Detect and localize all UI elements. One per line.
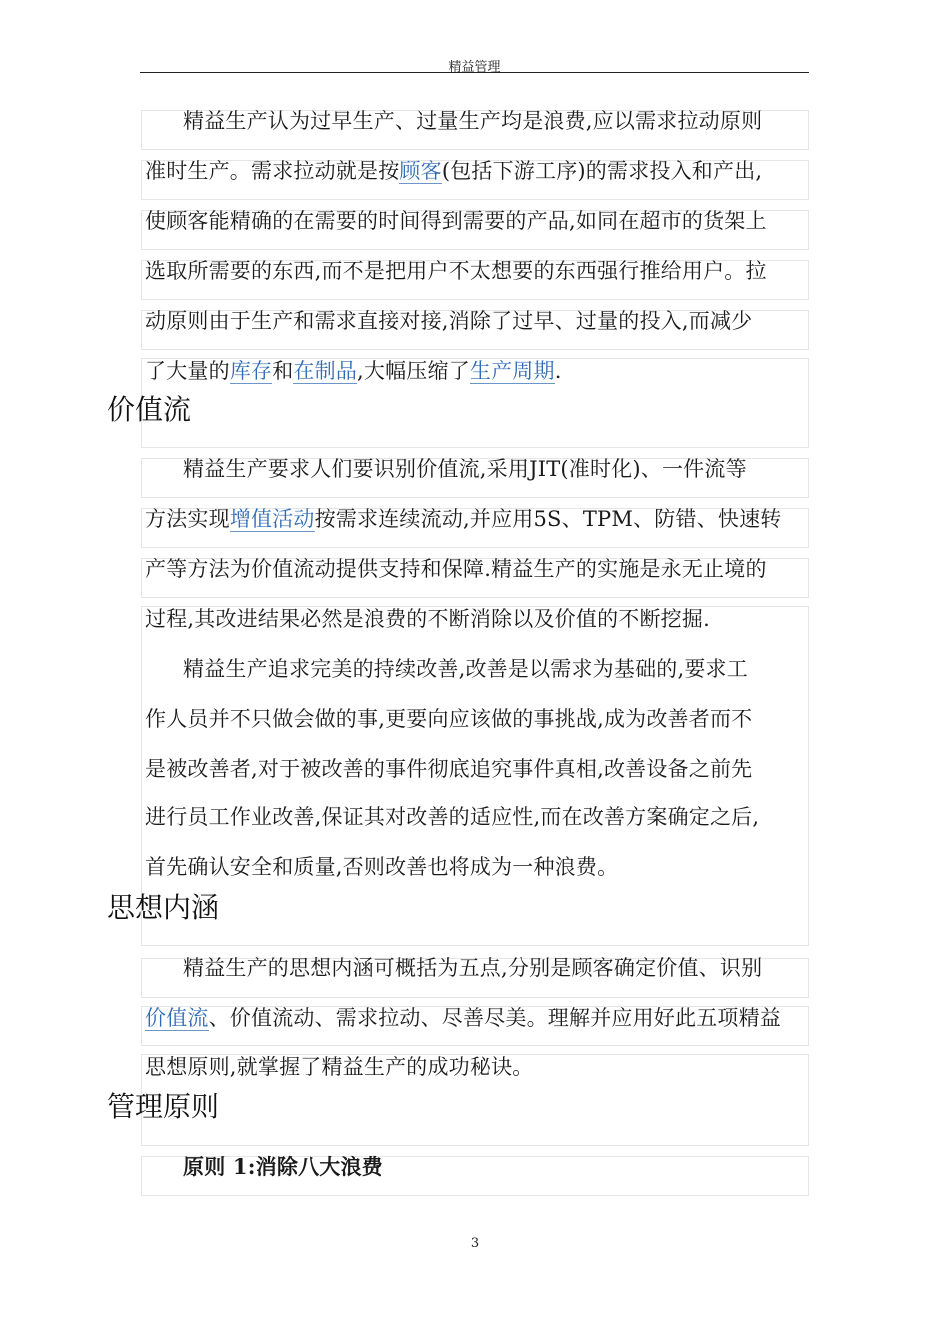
para1-line4: 选取所需要的东西,而不是把用户不太想要的东西强行推给用户。拉 (145, 259, 767, 283)
para1-line3: 使顾客能精确的在需要的时间得到需要的产品,如同在超市的货架上 (145, 209, 767, 233)
section-heading-principles: 管理原则 (107, 1090, 220, 1123)
para1-line6 (145, 358, 562, 384)
para2-line3: 产等方法为价值流动提供支持和保障.精益生产的实施是永无止境的 (145, 557, 767, 581)
para2-text: 方法实现 (145, 507, 230, 531)
para1-text: (包括下游工序)的需求投入和产出, (441, 159, 763, 183)
para2-line4: 过程,其改进结果必然是浪费的不断消除以及价值的不断挖掘. (145, 607, 710, 631)
para1-text: 了大量的 (145, 359, 230, 383)
para4-line2 (145, 1005, 781, 1031)
para3-line5: 首先确认安全和质量,否则改善也将成为一种浪费。 (145, 855, 619, 879)
page-number: 3 (470, 1236, 480, 1251)
link-production-cycle[interactable]: 生产周期 (469, 359, 555, 383)
link-inventory[interactable]: 库存 (229, 359, 273, 383)
para2-line2 (145, 506, 782, 532)
para1-text: 和 (272, 359, 294, 383)
link-wip[interactable]: 在制品 (293, 359, 358, 383)
para1-text: . (554, 359, 562, 383)
section-heading-value-stream: 价值流 (107, 393, 192, 426)
principle-1-heading: 原则 1:消除八大浪费 (183, 1154, 383, 1179)
running-header: 精益管理 (448, 60, 501, 75)
para3-line1: 精益生产追求完美的持续改善,改善是以需求为基础的,要求工 (183, 657, 748, 681)
link-value-stream[interactable]: 价值流 (145, 1006, 209, 1030)
para1-line1: 精益生产认为过早生产、过量生产均是浪费,应以需求拉动原则 (183, 109, 763, 133)
para1-text: ,大幅压缩了 (357, 359, 470, 383)
para2-text: 按需求连续流动,并应用5S、TPM、防错、快速转 (314, 507, 782, 531)
para3-line3: 是被改善者,对于被改善的事件彻底追究事件真相,改善设备之前先 (145, 757, 753, 781)
para4-line1: 精益生产的思想内涵可概括为五点,分别是顾客确定价值、识别 (183, 956, 763, 980)
para1-text: 准时生产。需求拉动就是按 (145, 159, 400, 183)
para2-line1: 精益生产要求人们要识别价值流,采用JIT(准时化)、一件流等 (183, 457, 747, 481)
para3-line2: 作人员并不只做会做的事,更要向应该做的事挑战,成为改善者而不 (145, 707, 753, 731)
link-value-added-activity[interactable]: 增值活动 (229, 507, 315, 531)
para4-text: 、价值流动、需求拉动、尽善尽美。理解并应用好此五项精益 (208, 1006, 782, 1030)
para3-line4: 进行员工作业改善,保证其对改善的适应性,而在改善方案确定之后, (145, 805, 760, 829)
para4-line3: 思想原则,就掌握了精益生产的成功秘诀。 (145, 1055, 534, 1079)
section-heading-thought: 思想内涵 (107, 891, 220, 924)
para1-line5: 动原则由于生产和需求直接对接,消除了过早、过量的投入,而减少 (145, 309, 753, 333)
para1-line2 (145, 158, 762, 184)
header-rule (140, 72, 809, 73)
link-customer[interactable]: 顾客 (399, 159, 442, 183)
